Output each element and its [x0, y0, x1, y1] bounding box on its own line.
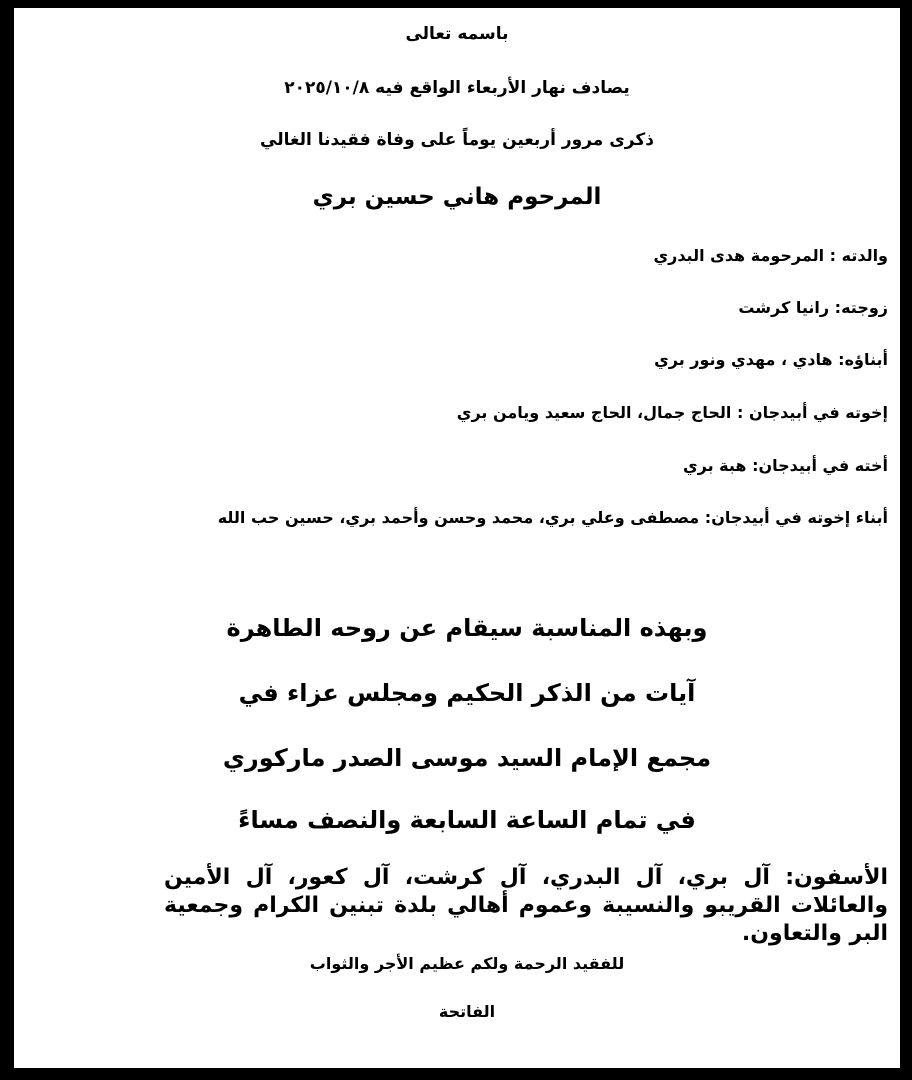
- family-separator: :: [829, 298, 842, 317]
- family-value: هادي ، مهدي ونور بري: [654, 350, 833, 369]
- family-label: زوجته: [841, 298, 888, 317]
- family-value: رانيا كرشت: [738, 298, 830, 317]
- family-brothers: [457, 405, 888, 421]
- mourners-paragraph: الأسفون: آل بري، آل البدري، آل كرشت، آل كعور، آل الأمين والعائلات القريبو والنسيبة وعموم أهالي بلدة تبنين الكرام وجمعية البر والتعاون.: [164, 865, 888, 946]
- obituary-page: [14, 8, 900, 1068]
- family-children: [654, 352, 888, 368]
- family-separator: :: [824, 246, 842, 265]
- family-label: أخته في أبيدجان: [758, 456, 888, 475]
- deceased-name: المرحوم هاني حسين بري: [312, 184, 602, 210]
- date-line: يصادف نهار الأربعاء الواقع فيه ٢٠٢٥/١٠/٨: [284, 78, 630, 98]
- family-value: المرحومة هدى البدري: [653, 246, 825, 265]
- family-wife: [738, 300, 888, 316]
- announcement-line-4: في تمام الساعة السابعة والنصف مساءً: [238, 806, 696, 834]
- family-separator: :: [699, 508, 712, 527]
- family-nephews: [218, 510, 888, 526]
- family-separator: :: [746, 456, 759, 475]
- announcement-line-3: مجمع الإمام السيد موسى الصدر ماركوري: [222, 744, 712, 772]
- announcement-line-1: وبهذه المناسبة سيقام عن روحه الطاهرة: [226, 614, 708, 642]
- family-separator: :: [832, 350, 845, 369]
- basmala-heading: باسمه تعالى: [405, 24, 509, 44]
- family-label: إخوته في أبيدجان: [748, 403, 888, 422]
- family-mother: [653, 248, 888, 264]
- family-value: الحاج جمال، الحاج سعيد ويامن بري: [456, 403, 732, 422]
- family-sister: [683, 458, 888, 474]
- announcement-line-2: آيات من الذكر الحكيم ومجلس عزاء في: [238, 679, 696, 707]
- occasion-line: ذكرى مرور أربعين يوماً على وفاة فقيدنا الغالي: [260, 130, 654, 150]
- family-label: والدته: [841, 246, 888, 265]
- family-separator: :: [731, 403, 749, 422]
- closing-line: للفقيد الرحمة ولكم عظيم الأجر والثواب: [309, 954, 625, 973]
- fatiha-line: الفاتحة: [438, 1002, 496, 1021]
- family-label: أبناء إخوته في أبيدجان: [711, 508, 888, 527]
- family-label: أبناؤه: [844, 350, 888, 369]
- family-value: هبة بري: [682, 456, 747, 475]
- family-value: مصطفى وعلي بري، محمد وحسن وأحمد بري، حسين حب الله: [217, 508, 700, 527]
